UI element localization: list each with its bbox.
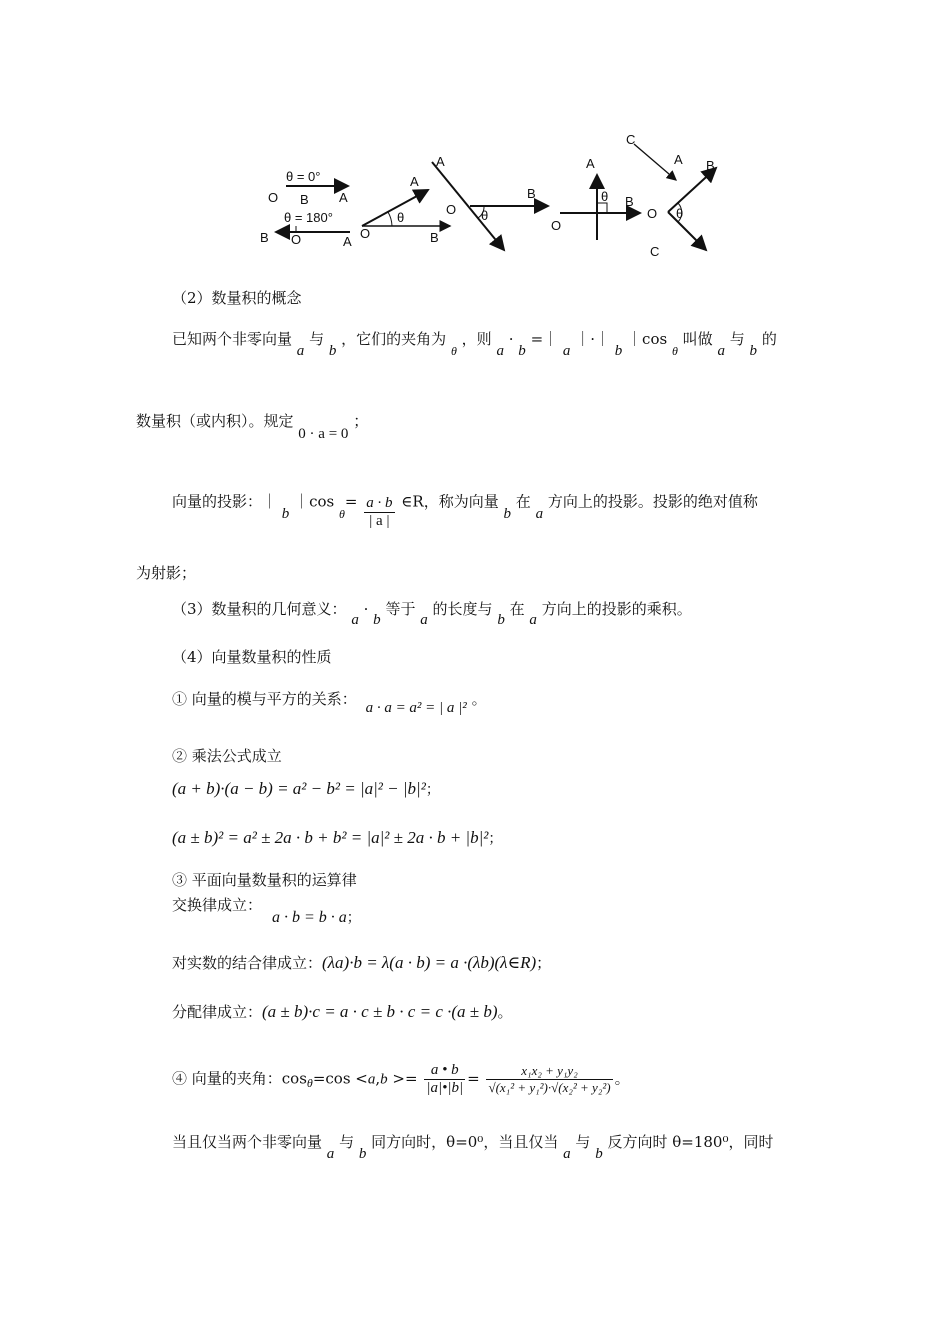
- diagram-theta-zero: [268, 169, 348, 207]
- diagram-obtuse: [432, 154, 548, 250]
- final-line: 当且仅当两个非零向量 a 与 b 同方向时，θ=0⁰，当且仅当 a 与 b 反方向时 θ=180⁰，同时: [172, 1133, 774, 1162]
- angle-numerator: a • b: [424, 1062, 465, 1080]
- associative-rule: 对实数的结合律成立：(λa)·b = λ(a · b) = a ·(λb)(λ∈R)；: [172, 953, 552, 972]
- fig-label: A: [586, 156, 595, 171]
- projection-denominator: | a |: [369, 513, 390, 529]
- fig-label: A: [674, 152, 683, 167]
- fig-label: O: [446, 202, 457, 217]
- fig-label: C: [626, 132, 636, 147]
- diagram-theta-180: [260, 210, 352, 249]
- angle-diagram: [0, 0, 950, 270]
- section-2-title: （2）数量积的概念: [172, 289, 302, 307]
- formula-square-expansion: (a ± b)² = a² ± 2a · b + b² = |a|² ± 2a · b + |b|²；: [172, 828, 503, 847]
- fig-label: θ = 180°: [284, 210, 333, 225]
- fig-label: θ: [481, 208, 489, 223]
- projection-line-1: 向量的投影：｜ b ｜cos $_\theta$= $\frac{a \cdot b}{| a |}$ ∈R，称为向量 b 在 a 方向上的投影。投影的绝对值称: [172, 492, 758, 529]
- fig-label: θ: [397, 210, 405, 225]
- fig-label: B: [706, 158, 715, 173]
- fig-label: O: [360, 226, 371, 241]
- diagram-translated: [626, 132, 716, 259]
- fig-label: B: [625, 194, 634, 209]
- angle-denominator: |a|•|b|: [426, 1080, 464, 1096]
- formula-difference-of-squares: (a + b)·(a − b) = a² − b² = |a|² − |b|²；: [172, 779, 440, 798]
- fig-label: θ: [676, 206, 684, 221]
- fig-label: θ: [601, 189, 609, 204]
- fig-label: O: [647, 206, 658, 221]
- fig-label: A: [410, 174, 419, 189]
- projection-numerator: a · b: [366, 495, 393, 511]
- fig-label: θ = 0°: [286, 169, 321, 184]
- fig-label: O: [551, 218, 562, 233]
- property-3-title: ③ 平面向量数量积的运算律: [172, 871, 357, 889]
- commutative-formula: a · b = b · a；: [272, 909, 361, 926]
- fig-label: C: [650, 244, 660, 259]
- section-4-title: （4）向量数量积的性质: [172, 648, 332, 666]
- fig-label: B: [430, 230, 439, 245]
- projection-line-2: 为射影；: [136, 564, 197, 582]
- fig-label: B: [300, 192, 309, 207]
- distributive-rule: 分配律成立：(a ± b)·c = a · c ± b · c = c ·(a ± b)。: [172, 1002, 513, 1021]
- diagram-acute: [360, 174, 450, 245]
- angle-formula: ④ 向量的夹角：$\cos_\theta=\cos <a,b$ >= $\frac{a • b}{|a|•|b|}$ = $\frac{\text{x₁x₂ + y₁y₂}}{\text{√(x₁² + y₁²)·√(x₂² + y₂²)}}$ 。: [172, 1062, 630, 1096]
- fig-label: A: [436, 154, 445, 169]
- concept-line-2: 数量积（或内积）。规定 0 · a = 0 ；: [136, 412, 369, 442]
- angle-coord-numerator: x₁x₂ + y₁y₂: [486, 1063, 612, 1080]
- property-1: ① 向量的模与平方的关系： a · a = a² = | a |² 。: [172, 690, 487, 716]
- fig-label: A: [343, 234, 352, 249]
- commutative-label: 交换律成立：: [172, 896, 263, 914]
- angle-coord-denominator: √(x₁² + y₁²)·√(x₂² + y₂²): [488, 1080, 611, 1095]
- geometric-meaning: （3）数量积的几何意义： a · b 等于 a 的长度与 b 在 a 方向上的投影的乘积。: [172, 600, 692, 628]
- fig-label: A: [339, 190, 348, 205]
- fig-label: O: [268, 190, 279, 205]
- fig-label: B: [527, 186, 536, 201]
- property-2-title: ② 乘法公式成立: [172, 747, 282, 765]
- concept-line-1: 已知两个非零向量 a 与 b ，它们的夹角为 $_\theta$ ，则 a · b =｜ a ｜·｜ b ｜cos $_\theta$ 叫做 a 与 b 的: [172, 330, 777, 359]
- diagram-right: [551, 156, 640, 240]
- fig-label: B: [260, 230, 269, 245]
- fig-label: O: [291, 232, 302, 247]
